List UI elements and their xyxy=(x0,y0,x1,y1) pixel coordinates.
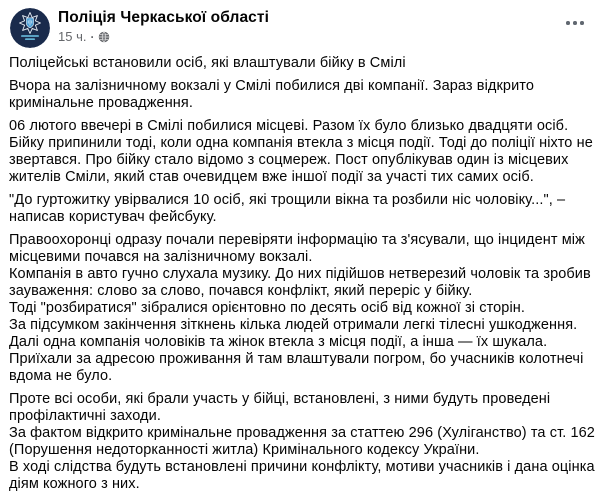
post-paragraph: Приїхали за адресою проживання й там влаштували погром, бо учасників колотнечі вдома не було. xyxy=(9,351,584,384)
post-paragraph: Тоді "розбиратися" зібралися орієнтовно по десять осіб від кожної зі сторін. xyxy=(9,300,526,316)
police-badge-icon xyxy=(10,35,50,48)
post-paragraph: Проте всі особи, які брали участь у бійці, встановлені, з ними будуть проведені профілактичні заходи. xyxy=(9,391,551,424)
post-paragraph: 06 лютого ввечері в Смілі побилися місцеві. Разом їх було близько двадцяти осіб. Бійку припинили тоді, коли одна компанія втекла з місця події. Тоді до поліції ніхто не звертався. Про бійку стало відомо з соцмереж. Пост опублікував один із місцевих жителів Сміли, який став очевидцем вже іншої події за участі тих самих осіб. xyxy=(9,118,593,185)
post-paragraph: За підсумком закінчення зіткнень кілька людей отримали легкі тілесні ушкодження. xyxy=(9,317,578,333)
three-dots-icon xyxy=(566,21,570,25)
post-paragraph: Далі одна компанія чоловіків та жінок втекла з місця події, а інша — їх шукала. xyxy=(9,334,548,350)
post-paragraph: За фактом відкрито кримінальне провадження за статтею 296 (Хуліганство) та ст. 162 (Порушення недоторканності житла) Кримінального кодексу України. xyxy=(9,425,595,458)
three-dots-icon xyxy=(580,21,584,25)
header-text xyxy=(58,8,269,45)
timestamp[interactable]: 15 ч. xyxy=(58,29,87,44)
post-paragraph: Компанія в авто гучно слухала музику. До них підійшов нетверезий чоловік та зробив зауваження: слово за слово, почався конфлікт, який переріс у бійку. xyxy=(9,266,591,299)
more-options-button[interactable] xyxy=(561,13,589,33)
post-paragraph: В ході слідства будуть встановлені причини конфлікту, мотиви учасників і дана оцінка діям кожного з них. xyxy=(9,459,595,492)
meta-separator: · xyxy=(90,30,95,44)
post-paragraph: Поліцейські встановили осіб, які влаштували бійку в Смілі xyxy=(9,55,406,71)
post-meta xyxy=(58,29,269,45)
post-paragraph: Вчора на залізничному вокзалі у Смілі побилися дві компанії. Зараз відкрито кримінальне провадження. xyxy=(9,78,535,111)
post-text xyxy=(0,48,607,493)
page-avatar[interactable] xyxy=(10,8,50,48)
page-name-link[interactable]: Поліція Черкаської області xyxy=(58,9,269,26)
post-paragraph: "До гуртожитку увірвалися 10 осіб, які трощили вікна та розбили ніс чоловіку...", – написав користувач фейсбуку. xyxy=(9,192,566,225)
three-dots-icon xyxy=(573,21,577,25)
post-paragraph: Правоохоронці одразу почали перевіряти інформацію та з'ясували, що інцидент між місцевими почався на залізничному вокзалі. xyxy=(9,232,585,265)
globe-icon xyxy=(98,31,110,43)
post-header xyxy=(0,0,607,48)
